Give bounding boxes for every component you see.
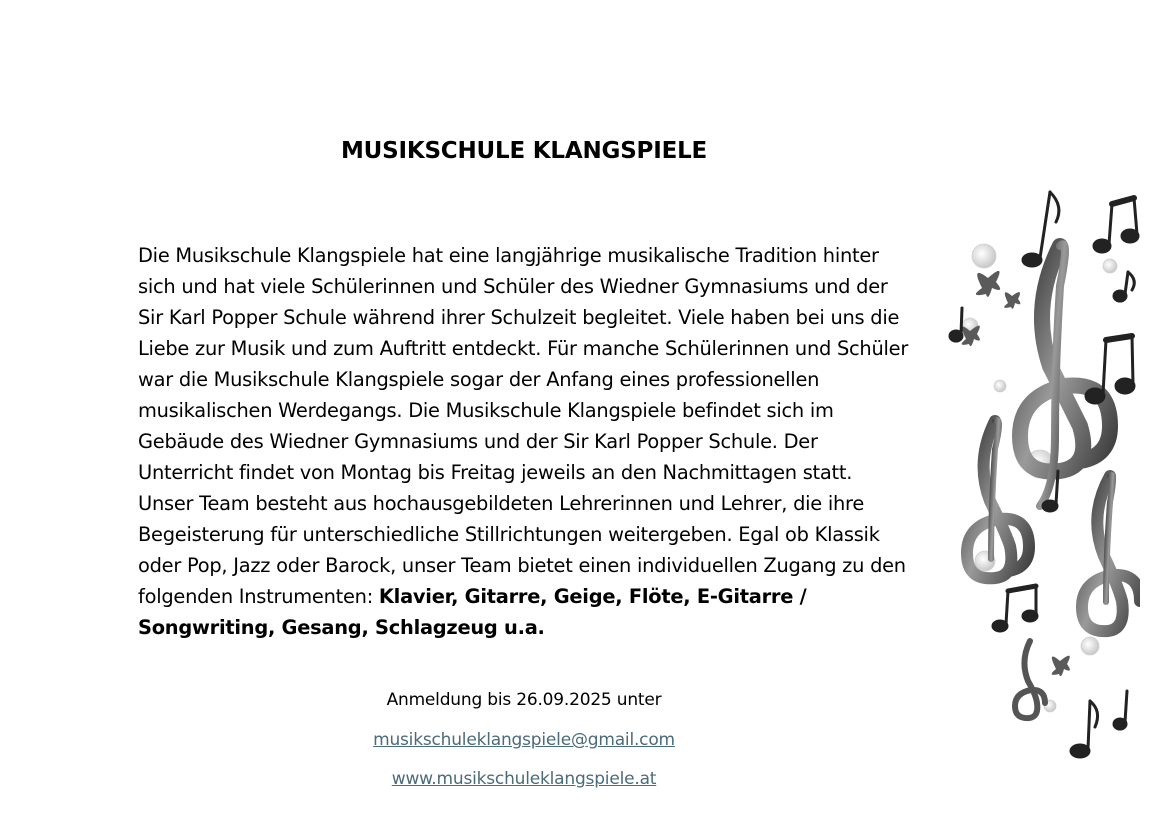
website-link[interactable]: www.musikschuleklangspiele.at [391,769,657,789]
email-link[interactable]: musikschuleklangspiele@gmail.com [373,730,675,750]
registration-note: Anmeldung bis 26.09.2025 unter [386,690,662,710]
body-paragraph [138,240,910,643]
music-notes-illustration [940,186,1140,766]
body-text: Die Musikschule Klangspiele hat eine langjährige musikalische Tradition hinter sich und hat viele Schülerinnen und Schüler des Wiedner Gymnasiums und der Sir Karl Popper Schule während ihrer Schulzeit begleitet. Viele haben bei uns die Liebe zur Musik und zum Auftritt entdeckt. Für manche Schülerinnen und Schüler war die Musikschule Klangspiele sogar der Anfang eines professionellen musikalischen Werdegangs. Die Musikschule Klangspiele befindet sich im Gebäude des Wiedner Gymnasiums und der Sir Karl Popper Schule. Der Unterricht findet von Montag bis Freitag jeweils an den Nachmittagen statt. Unser Team besteht aus hochausgebildeten Lehrerinnen und Lehrer, die ihre Begeisterung für unterschiedliche Stillrichtungen weitergeben. Egal ob Klassik oder Pop, Jazz oder Barock, unser Team bietet einen individuellen Zugang zu den folgenden Instrumenten: [138,244,909,608]
page-title: MUSIKSCHULE KLANGSPIELE [340,138,708,164]
treble-clef-icon [1082,475,1140,631]
instrument-list: Klavier, Gitarre, Geige, Flöte, E-Gitarre / Songwriting, Gesang, Schlagzeug u.a. [138,585,807,639]
treble-clef-icon [1015,641,1045,718]
email-line [138,730,910,750]
treble-clef-icon [1020,244,1110,506]
website-line [138,769,910,789]
